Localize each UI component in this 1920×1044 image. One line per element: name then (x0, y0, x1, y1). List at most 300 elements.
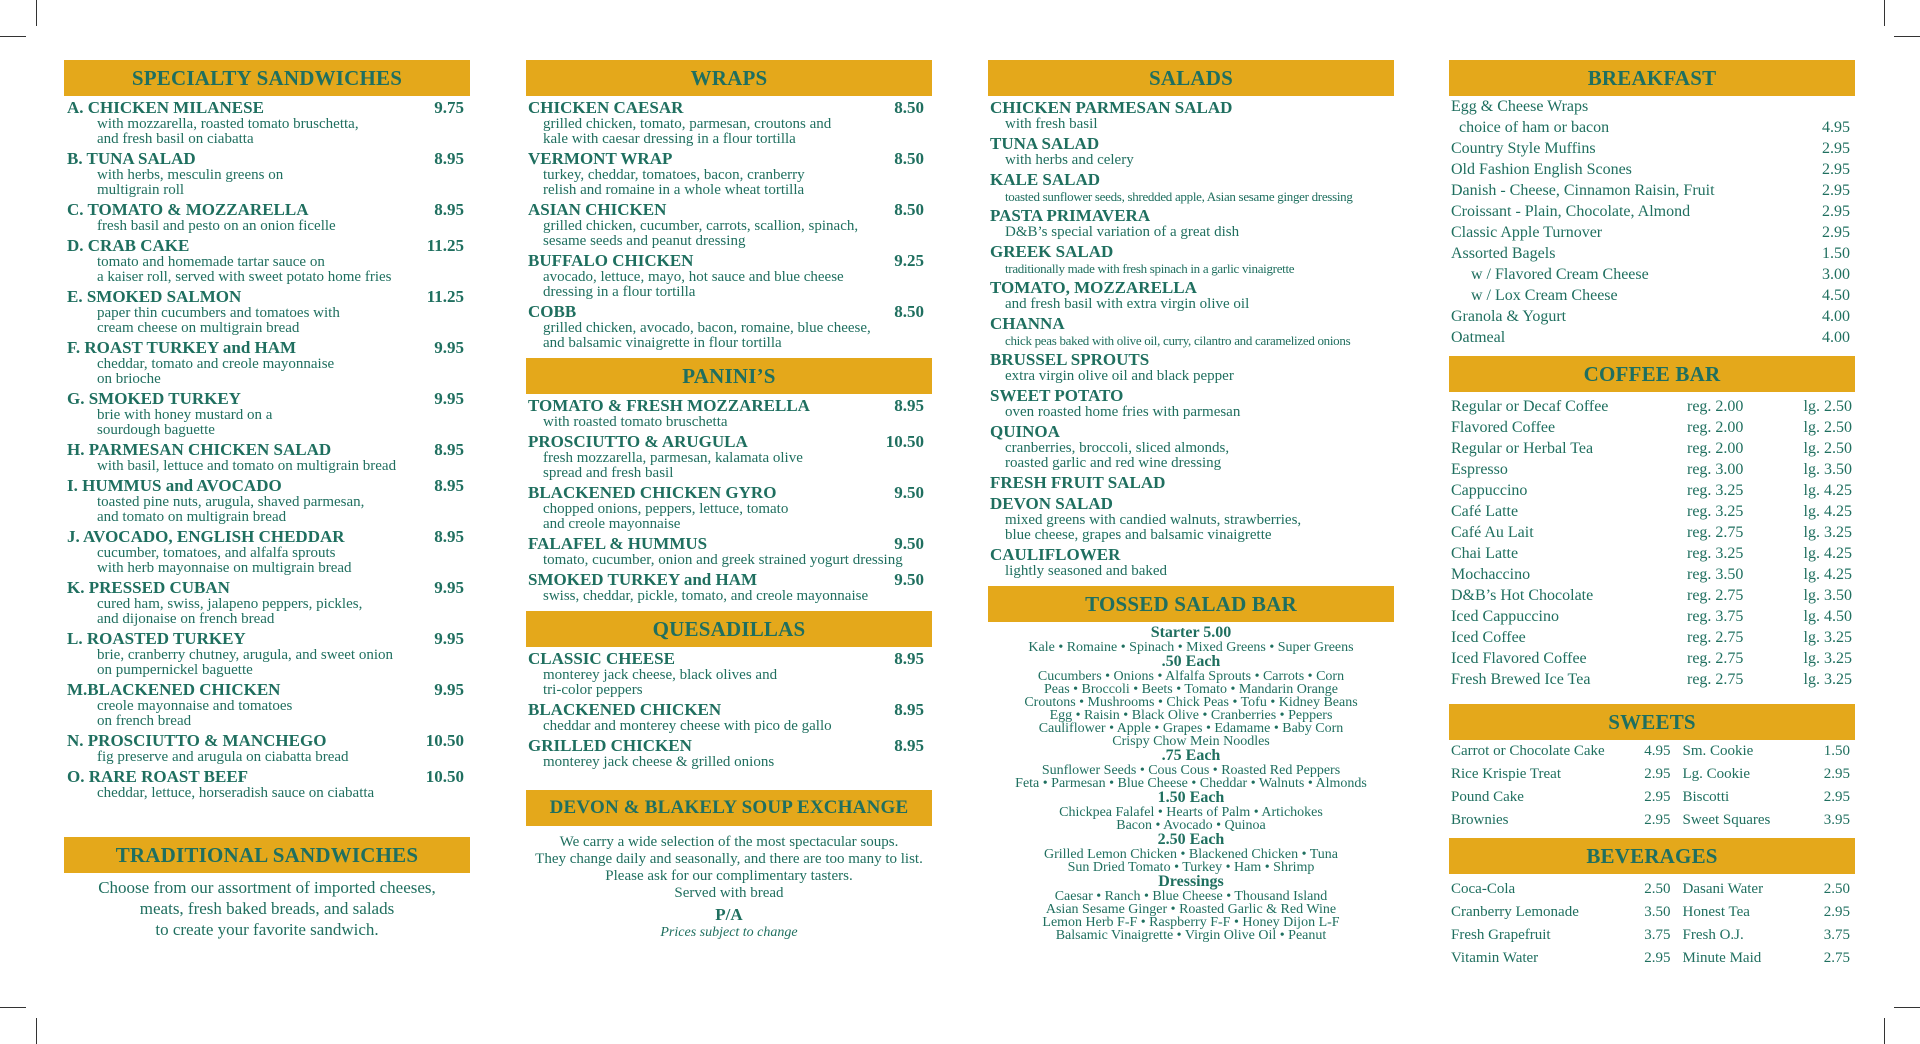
breakfast-item-name: choice of ham or bacon (1451, 119, 1610, 136)
crop-mark (36, 0, 37, 26)
menu-item (528, 99, 924, 147)
beverage-row (1451, 901, 1850, 924)
coffee-row (1451, 522, 1852, 543)
salad-bar-group-head: Starter 5.00 (1150, 624, 1232, 641)
breakfast-item-name: Classic Apple Turnover (1451, 224, 1603, 241)
item-description: fresh mozzarella, parmesan, kalamata olive (543, 450, 803, 466)
coffee-item-name: Café Au Lait (1451, 524, 1534, 541)
breakfast-item-price: 4.00 (1822, 308, 1850, 325)
item-line (990, 546, 1390, 564)
sweets-row (1451, 740, 1850, 763)
sweets-row (1451, 763, 1850, 786)
coffee-row (1451, 396, 1852, 417)
salad-bar-line: Caesar • Ranch • Blue Cheese • Thousand Island (1054, 889, 1328, 904)
coffee-reg-price: reg. 2.75 (1687, 629, 1744, 646)
item-line (990, 387, 1390, 405)
item-line (67, 339, 464, 357)
item-description: a kaiser roll, served with sweet potato home fries (97, 269, 392, 285)
item-name: SWEET POTATO (990, 386, 1124, 405)
item-name: M.BLACKENED CHICKEN (67, 680, 281, 699)
item-name: E. SMOKED SALMON (67, 287, 242, 306)
item-description: spread and fresh basil (543, 465, 674, 481)
coffee-lg-price: lg. 3.50 (1803, 587, 1852, 604)
item-description: tomato and homemade tartar sauce on (97, 254, 325, 270)
salad-bar-line: Croutons • Mushrooms • Chick Peas • Tofu • Kidney Beans (1024, 695, 1358, 710)
item-line (528, 484, 924, 502)
menu-item (67, 579, 464, 627)
sweets-item-name: Sweet Squares (1682, 812, 1771, 828)
item-description: toasted sunflower seeds, shredded apple, Asian sesame ginger dressing (1005, 189, 1353, 204)
sweets-item-name: Pound Cake (1451, 789, 1524, 805)
menu-item (990, 135, 1390, 168)
salad-bar-header: TOSSED SALAD BAR (988, 586, 1394, 622)
item-price: 11.25 (426, 287, 464, 306)
item-price: 8.50 (894, 98, 924, 117)
traditional-header: TRADITIONAL SANDWICHES (64, 837, 470, 873)
item-name: SMOKED TURKEY and HAM (528, 570, 758, 589)
coffee-row (1451, 543, 1852, 564)
specialty-list (64, 99, 470, 801)
item-line (67, 201, 464, 219)
menu-item (528, 571, 924, 604)
column-wraps (526, 60, 932, 941)
menu-item (528, 201, 924, 249)
item-description: cream cheese on multigrain bread (97, 320, 300, 336)
item-description: sesame seeds and peanut dressing (543, 233, 746, 249)
item-description: cucumber, tomatoes, and alfalfa sprouts (97, 545, 336, 561)
item-price: 8.95 (894, 700, 924, 719)
breakfast-item-price: 2.95 (1822, 203, 1850, 220)
coffee-reg-price: reg. 2.75 (1687, 650, 1744, 667)
coffee-reg-price: reg. 3.25 (1687, 482, 1744, 499)
salad-bar-line: Lemon Herb F-F • Raspberry F-F • Honey Dijon L-F (1042, 915, 1340, 930)
breakfast-row (1451, 180, 1850, 201)
column-breakfast (1449, 60, 1855, 970)
item-line (528, 397, 924, 415)
item-line (990, 423, 1390, 441)
coffee-row (1451, 501, 1852, 522)
coffee-row (1451, 627, 1852, 648)
breakfast-item-name: w / Flavored Cream Cheese (1451, 266, 1649, 283)
salad-bar-line: Balsamic Vinaigrette • Virgin Olive Oil • Peanut (1055, 928, 1327, 943)
item-line (528, 737, 924, 755)
coffee-lg-price: lg. 3.25 (1803, 671, 1852, 688)
menu-item (67, 150, 464, 198)
coffee-item-name: Regular or Decaf Coffee (1451, 398, 1609, 415)
item-line (528, 701, 924, 719)
breakfast-item-name: Oatmeal (1451, 329, 1506, 346)
menu-item (990, 423, 1390, 471)
item-name: ASIAN CHICKEN (528, 200, 667, 219)
coffee-reg-price: reg. 2.00 (1687, 398, 1744, 415)
item-description: with roasted tomato bruschetta (543, 414, 728, 430)
breakfast-row (1451, 201, 1850, 222)
item-line (67, 768, 464, 786)
salad-bar-line: Crispy Chow Mein Noodles (1112, 734, 1270, 749)
item-name: KALE SALAD (990, 170, 1101, 189)
sweets-header: SWEETS (1449, 704, 1855, 740)
menu-item (528, 303, 924, 351)
item-description: fresh basil and pesto on an onion ficelle (97, 218, 336, 234)
breakfast-header: BREAKFAST (1449, 60, 1855, 96)
item-description: multigrain roll (97, 182, 185, 198)
item-price: 9.50 (894, 483, 924, 502)
item-line (67, 441, 464, 459)
item-name: COBB (528, 302, 577, 321)
breakfast-row (1451, 285, 1850, 306)
item-name: C. TOMATO & MOZZARELLA (67, 200, 309, 219)
menu-item (67, 681, 464, 729)
item-line (67, 288, 464, 306)
item-name: GREEK SALAD (990, 242, 1114, 261)
coffee-row (1451, 648, 1852, 669)
item-name: J. AVOCADO, ENGLISH CHEDDAR (67, 527, 345, 546)
item-name: D. CRAB CAKE (67, 236, 190, 255)
breakfast-row (1451, 264, 1850, 285)
salad-bar-line: Chickpea Falafel • Hearts of Palm • Artichokes (1059, 805, 1323, 820)
coffee-item-name: Flavored Coffee (1451, 419, 1556, 436)
breakfast-item-price: 1.50 (1822, 245, 1850, 262)
item-name: CHICKEN CAESAR (528, 98, 684, 117)
item-price: 8.95 (894, 736, 924, 755)
item-price: 8.95 (894, 649, 924, 668)
sweets-item-price: 2.95 (1823, 789, 1850, 805)
item-description: with fresh basil (1005, 116, 1098, 132)
item-name: TOMATO & FRESH MOZZARELLA (528, 396, 810, 415)
coffee-item-name: Iced Flavored Coffee (1451, 650, 1587, 667)
coffee-lg-price: lg. 2.50 (1803, 419, 1852, 436)
item-price: 8.95 (894, 396, 924, 415)
item-description: relish and romaine in a whole wheat tortilla (543, 182, 805, 198)
breakfast-item-price: 2.95 (1822, 224, 1850, 241)
item-name: VERMONT WRAP (528, 149, 673, 168)
breakfast-item-name: Country Style Muffins (1451, 140, 1596, 157)
salad-bar-line: Sun Dried Tomato • Turkey • Ham • Shrimp (1067, 860, 1315, 875)
item-price: 8.50 (894, 200, 924, 219)
sweets-item-name: Biscotti (1682, 789, 1730, 805)
sweets-item-price: 2.95 (1823, 766, 1850, 782)
crop-mark (0, 36, 26, 37)
menu-item (990, 546, 1390, 579)
menu-item (67, 528, 464, 576)
coffee-item-name: Mochaccino (1451, 566, 1531, 583)
item-name: TUNA SALAD (990, 134, 1100, 153)
sweets-item-name: Sm. Cookie (1682, 743, 1754, 759)
quesadillas-list (526, 650, 932, 770)
salad-bar-line: Asian Sesame Ginger • Roasted Garlic & Red Wine (1045, 902, 1337, 917)
item-line (528, 150, 924, 168)
coffee-reg-price: reg. 2.75 (1687, 587, 1744, 604)
breakfast-row (1451, 138, 1850, 159)
breakfast-item-name: Assorted Bagels (1451, 245, 1556, 262)
coffee-lg-price: lg. 4.50 (1803, 608, 1852, 625)
breakfast-row (1451, 222, 1850, 243)
item-description: with herb mayonnaise on multigrain bread (97, 560, 352, 576)
coffee-lg-price: lg. 3.25 (1803, 524, 1852, 541)
breakfast-item-name: Egg & Cheese Wraps (1451, 98, 1589, 115)
breakfast-item-price: 4.00 (1822, 329, 1850, 346)
item-price: 10.50 (425, 731, 464, 750)
item-line (67, 630, 464, 648)
beverage-row (1451, 947, 1850, 970)
item-name: BLACKENED CHICKEN GYRO (528, 483, 777, 502)
salad-bar-line: Sunflower Seeds • Cous Cous • Roasted Red Peppers (1041, 763, 1341, 778)
column-salads (988, 60, 1394, 942)
item-description: cheddar and monterey cheese with pico de gallo (543, 718, 832, 734)
item-price: 9.95 (434, 629, 464, 648)
item-description: paper thin cucumbers and tomatoes with (97, 305, 340, 321)
item-price: 8.95 (434, 440, 464, 459)
item-line (528, 650, 924, 668)
item-description: and fresh basil on ciabatta (97, 131, 254, 147)
beverage-item-name: Cranberry Lemonade (1451, 904, 1579, 920)
breakfast-item-price: 4.95 (1822, 119, 1850, 136)
coffee-lg-price: lg. 3.25 (1803, 629, 1852, 646)
item-description: cranberries, broccoli, sliced almonds, (1005, 440, 1230, 456)
item-description: D&B’s special variation of a great dish (1005, 224, 1240, 240)
item-line (990, 315, 1390, 333)
sweets-item-price: 3.95 (1823, 812, 1850, 828)
menu-item (528, 484, 924, 532)
item-description: extra virgin olive oil and black pepper (1005, 368, 1234, 384)
coffee-item-name: Café Latte (1451, 503, 1519, 520)
salad-bar-group-head: 1.50 Each (1157, 789, 1225, 806)
item-description: and balsamic vinaigrette in flour tortilla (543, 335, 782, 351)
item-name: TOMATO, MOZZARELLA (990, 278, 1197, 297)
crop-mark (36, 1018, 37, 1044)
item-price: 9.50 (894, 570, 924, 589)
quesadillas-header: QUESADILLAS (526, 611, 932, 647)
item-line (67, 528, 464, 546)
breakfast-item-price: 2.95 (1822, 161, 1850, 178)
breakfast-row (1451, 327, 1850, 348)
item-description: with mozzarella, roasted tomato bruschetta, (97, 116, 359, 132)
item-description: brie, cranberry chutney, arugula, and sweet onion (97, 647, 393, 663)
item-price: 8.95 (434, 200, 464, 219)
text-line: Please ask for our complimentary tasters. (605, 868, 853, 884)
item-name: H. PARMESAN CHICKEN SALAD (67, 440, 332, 459)
wraps-list (526, 99, 932, 351)
coffee-item-name: Fresh Brewed Ice Tea (1451, 671, 1591, 688)
item-description: sourdough baguette (97, 422, 215, 438)
coffee-item-name: Espresso (1451, 461, 1508, 478)
sweets-item-name: Carrot or Chocolate Cake (1451, 743, 1605, 759)
item-description: dressing in a flour tortilla (543, 284, 696, 300)
menu-item (990, 315, 1390, 348)
item-description: monterey jack cheese, black olives and (543, 667, 778, 683)
salads-header: SALADS (988, 60, 1394, 96)
breakfast-item-name: Danish - Cheese, Cinnamon Raisin, Fruit (1451, 182, 1715, 199)
breakfast-item-price: 2.95 (1822, 182, 1850, 199)
item-line (990, 207, 1390, 225)
menu-item (67, 732, 464, 765)
menu-item (990, 495, 1390, 543)
salad-bar-group-head: 2.50 Each (1157, 831, 1225, 848)
breakfast-row (1451, 243, 1850, 264)
beverage-item-price: 2.50 (1823, 881, 1850, 897)
item-description: fig preserve and arugula on ciabatta bread (97, 749, 349, 765)
item-description: cured ham, swiss, jalapeno peppers, pickles, (97, 596, 363, 612)
coffee-row (1451, 480, 1852, 501)
item-line (67, 99, 464, 117)
menu-item (528, 737, 924, 770)
soup-price: P/A (715, 905, 743, 924)
item-line (67, 390, 464, 408)
item-line (67, 579, 464, 597)
item-description: blue cheese, grapes and balsamic vinaigrette (1005, 527, 1272, 543)
breakfast-item-name: w / Lox Cream Cheese (1451, 287, 1618, 304)
coffee-lg-price: lg. 2.50 (1803, 398, 1852, 415)
item-name: FRESH FRUIT SALAD (990, 473, 1166, 492)
salad-bar-line: Kale • Romaine • Spinach • Mixed Greens • Super Greens (1028, 640, 1354, 655)
menu-item (67, 630, 464, 678)
coffee-reg-price: reg. 2.00 (1687, 440, 1744, 457)
item-description: creole mayonnaise and tomatoes (97, 698, 293, 714)
menu-item (67, 441, 464, 474)
coffee-reg-price: reg. 3.25 (1687, 503, 1744, 520)
salad-bar-group-head: Dressings (1158, 873, 1224, 890)
salads-list (988, 99, 1394, 579)
coffee-row (1451, 459, 1852, 480)
item-description: traditionally made with fresh spinach in a garlic vinaigrette (1005, 261, 1295, 276)
coffee-lg-price: lg. 2.50 (1803, 440, 1852, 457)
item-name: CAULIFLOWER (990, 545, 1121, 564)
item-description: with herbs and celery (1005, 152, 1134, 168)
coffee-item-name: D&B’s Hot Chocolate (1451, 587, 1594, 604)
crop-mark (1884, 1018, 1885, 1044)
item-line (67, 237, 464, 255)
coffee-reg-price: reg. 3.50 (1687, 566, 1744, 583)
coffee-header: COFFEE BAR (1449, 356, 1855, 392)
item-line (67, 681, 464, 699)
item-name: PROSCIUTTO & ARUGULA (528, 432, 748, 451)
item-name: B. TUNA SALAD (67, 149, 196, 168)
crop-mark (0, 1007, 26, 1008)
sweets-row (1451, 786, 1850, 809)
item-description: swiss, cheddar, pickle, tomato, and creole mayonnaise (543, 588, 869, 604)
breakfast-item-price: 4.50 (1822, 287, 1850, 304)
traditional-text (64, 877, 470, 940)
breakfast-row (1451, 159, 1850, 180)
text-line: meats, fresh baked breads, and salads (139, 899, 395, 918)
coffee-row (1451, 564, 1852, 585)
item-description: and dijonaise on french bread (97, 611, 275, 627)
item-line (528, 252, 924, 270)
item-description: grilled chicken, cucumber, carrots, scallion, spinach, (543, 218, 859, 234)
beverage-item-name: Honest Tea (1682, 904, 1750, 920)
menu-item (67, 339, 464, 387)
item-name: CHICKEN PARMESAN SALAD (990, 98, 1233, 117)
beverage-item-price: 2.75 (1823, 950, 1850, 966)
menu-item (67, 288, 464, 336)
coffee-reg-price: reg. 3.25 (1687, 545, 1744, 562)
item-description: kale with caesar dressing in a flour tortilla (543, 131, 796, 147)
coffee-lg-price: lg. 4.25 (1803, 482, 1852, 499)
item-name: DEVON SALAD (990, 494, 1113, 513)
menu-item (990, 351, 1390, 384)
item-description: monterey jack cheese & grilled onions (543, 754, 775, 770)
breakfast-item-name: Croissant - Plain, Chocolate, Almond (1451, 203, 1691, 220)
item-description: brie with honey mustard on a (97, 407, 273, 423)
price-note: Prices subject to change (660, 925, 798, 940)
item-line (528, 99, 924, 117)
menu-item (528, 701, 924, 734)
menu-item (990, 207, 1390, 240)
menu-item (528, 397, 924, 430)
item-description: and creole mayonnaise (543, 516, 681, 532)
item-line (990, 99, 1390, 117)
item-line (990, 474, 1390, 492)
menu-item (528, 433, 924, 481)
coffee-lg-price: lg. 3.25 (1803, 650, 1852, 667)
item-name: G. SMOKED TURKEY (67, 389, 241, 408)
item-description: with basil, lettuce and tomato on multigrain bread (97, 458, 397, 474)
beverage-item-price: 3.75 (1823, 927, 1850, 943)
menu-item (528, 650, 924, 698)
coffee-item-name: Iced Cappuccino (1451, 608, 1559, 625)
coffee-row (1451, 669, 1852, 690)
text-line: They change daily and seasonally, and there are too many to list. (535, 851, 923, 867)
text-line: We carry a wide selection of the most spectacular soups. (559, 834, 899, 850)
item-name: I. HUMMUS and AVOCADO (67, 476, 282, 495)
coffee-item-name: Cappuccino (1451, 482, 1528, 499)
soup-text (526, 834, 932, 902)
item-price: 11.25 (426, 236, 464, 255)
beverage-item-name: Vitamin Water (1451, 950, 1539, 966)
beverage-row (1451, 924, 1850, 947)
item-line (67, 150, 464, 168)
coffee-lg-price: lg. 4.25 (1803, 503, 1852, 520)
item-name: BRUSSEL SPROUTS (990, 350, 1150, 369)
sweets-row (1451, 809, 1850, 832)
beverage-item-price: 3.50 (1644, 904, 1671, 920)
item-price: 9.95 (434, 578, 464, 597)
coffee-lg-price: lg. 4.25 (1803, 545, 1852, 562)
beverage-item-name: Minute Maid (1682, 950, 1762, 966)
item-price: 8.95 (434, 476, 464, 495)
crop-mark (1884, 0, 1885, 26)
soup-header: DEVON & BLAKELY SOUP EXCHANGE (526, 790, 932, 826)
item-name: A. CHICKEN MILANESE (67, 98, 264, 117)
item-name: N. PROSCIUTTO & MANCHEGO (67, 731, 327, 750)
item-description: cheddar, lettuce, horseradish sauce on ciabatta (97, 785, 375, 801)
item-name: PASTA PRIMAVERA (990, 206, 1151, 225)
item-price: 8.95 (434, 149, 464, 168)
menu-item (528, 150, 924, 198)
item-name: L. ROASTED TURKEY (67, 629, 246, 648)
item-price: 9.95 (434, 389, 464, 408)
coffee-row (1451, 606, 1852, 627)
item-line (990, 351, 1390, 369)
coffee-row (1451, 438, 1852, 459)
sweets-item-price: 1.50 (1823, 743, 1850, 759)
item-line (528, 201, 924, 219)
item-description: avocado, lettuce, mayo, hot sauce and blue cheese (543, 269, 844, 285)
item-description: and tomato on multigrain bread (97, 509, 287, 525)
salad-bar-line: Grilled Lemon Chicken • Blackened Chicken • Tuna (1043, 847, 1339, 862)
menu-item (528, 535, 924, 568)
item-name: FALAFEL & HUMMUS (528, 534, 708, 553)
item-price: 9.75 (434, 98, 464, 117)
item-description: chopped onions, peppers, lettuce, tomato (543, 501, 789, 517)
salad-bar-line: Cucumbers • Onions • Alfalfa Sprouts • Carrots • Corn (1037, 669, 1345, 684)
item-price: 9.50 (894, 534, 924, 553)
item-description: mixed greens with candied walnuts, strawberries, (1005, 512, 1302, 528)
breakfast-item-price: 3.00 (1822, 266, 1850, 283)
menu-item (990, 243, 1390, 276)
item-name: CLASSIC CHEESE (528, 649, 675, 668)
item-price: 8.50 (894, 149, 924, 168)
